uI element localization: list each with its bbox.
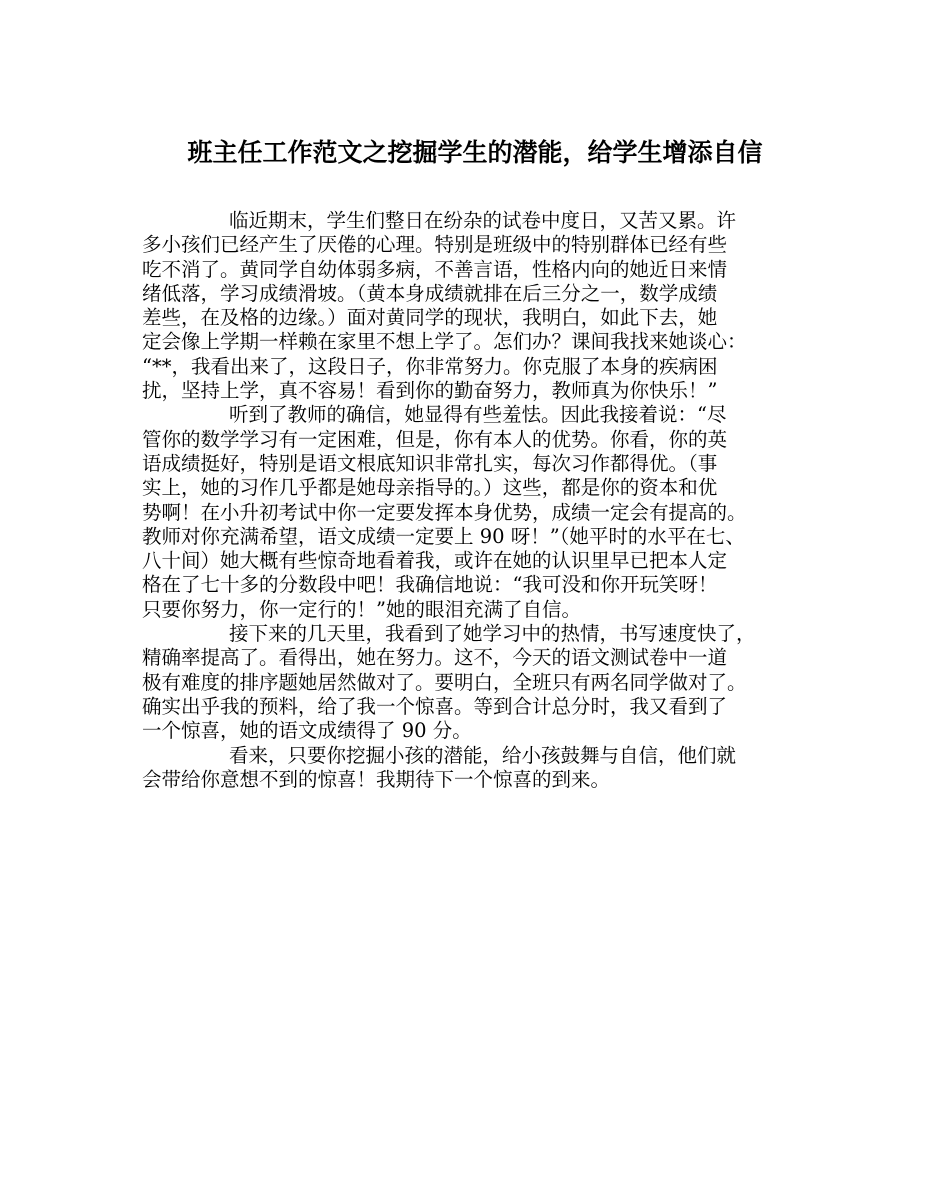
text-line bbox=[142, 598, 824, 622]
text-line-content: 确实出乎我的预料，给了我一个惊喜。等到合计总分时，我又看到了 bbox=[142, 694, 728, 718]
text-line bbox=[142, 719, 824, 743]
text-line bbox=[142, 330, 824, 354]
text-line-content: 实上，她的习作几乎都是她母亲指导的。）这些，都是你的资本和优 bbox=[142, 476, 718, 500]
text-line-content: 绪低落，学习成绩滑坡。（黄本身成绩就排在后三分之一，数学成绩 bbox=[142, 281, 718, 305]
text-line-content: 会带给你意想不到的惊喜！我期待下一个惊喜的到来。 bbox=[142, 767, 611, 791]
text-line-content: 势啊！在小升初考试中你一定要发挥本身优势，成绩一定会有提高的。 bbox=[142, 500, 747, 524]
text-line-content: 临近期末，学生们整日在纷杂的试卷中度日，又苦又累。许 bbox=[229, 209, 737, 232]
document-title: 班主任工作范文之挖掘学生的潜能，给学生增添自信 bbox=[187, 138, 763, 167]
document-body bbox=[142, 209, 824, 792]
text-line bbox=[142, 379, 824, 403]
text-line bbox=[142, 671, 824, 695]
text-line bbox=[142, 209, 824, 233]
text-line-content: 管你的数学学习有一定困难，但是，你有本人的优势。你看，你的英 bbox=[142, 427, 728, 451]
text-line-content: 八十间）她大概有些惊奇地看着我，或许在她的认识里早已把本人定 bbox=[142, 549, 728, 573]
text-line bbox=[142, 452, 824, 476]
text-line bbox=[142, 282, 824, 306]
text-line-content: 只要你努力，你一定行的！”她的眼泪充满了自信。 bbox=[142, 597, 581, 621]
text-line-content: 格在了七十多的分数段中吧！我确信地说：“我可没和你开玩笑呀！ bbox=[142, 573, 718, 597]
text-line bbox=[142, 573, 824, 597]
text-line-content: 教师对你充满希望，语文成绩一定要上 90 呀！”（她平时的水平在七、 bbox=[142, 524, 745, 548]
text-line bbox=[142, 476, 824, 500]
text-line-content: 极有难度的排序题她居然做对了。要明白，全班只有两名同学做对了。 bbox=[142, 670, 747, 694]
text-line bbox=[142, 355, 824, 379]
text-line-content: 扰，坚持上学，真不容易！看到你的勤奋努力，教师真为你快乐！” bbox=[142, 379, 718, 403]
text-line-content: 差些，在及格的边缘。）面对黄同学的现状，我明白，如此下去，她 bbox=[142, 306, 718, 330]
text-line bbox=[142, 501, 824, 525]
text-line bbox=[142, 646, 824, 670]
text-line bbox=[142, 403, 824, 427]
text-line bbox=[142, 744, 824, 768]
text-line bbox=[142, 549, 824, 573]
text-line bbox=[142, 622, 824, 646]
text-line bbox=[142, 258, 824, 282]
text-line-content: 接下来的几天里，我看到了她学习中的热情，书写速度快了， bbox=[229, 622, 756, 646]
text-line-content: 多小孩们已经产生了厌倦的心理。特别是班级中的特别群体已经有些 bbox=[142, 233, 728, 257]
text-line bbox=[142, 768, 824, 792]
text-line-content: 吃不消了。黄同学自幼体弱多病，不善言语，性格内向的她近日来情 bbox=[142, 257, 728, 281]
text-line bbox=[142, 233, 824, 257]
text-line bbox=[142, 428, 824, 452]
text-line-content: “**，我看出来了，这段日子，你非常努力。你克服了本身的疾病困 bbox=[142, 354, 718, 378]
text-line bbox=[142, 525, 824, 549]
text-line-content: 语成绩挺好，特别是语文根底知识非常扎实，每次习作都得优。（事 bbox=[142, 451, 718, 475]
text-line-content: 看来，只要你挖掘小孩的潜能，给小孩鼓舞与自信，他们就 bbox=[229, 743, 737, 767]
text-line-content: 精确率提高了。看得出，她在努力。这不，今天的语文测试卷中一道 bbox=[142, 646, 728, 670]
text-line-content: 听到了教师的确信，她显得有些羞怯。因此我接着说：“尽 bbox=[229, 403, 727, 427]
text-line bbox=[142, 695, 824, 719]
text-line-content: 定会像上学期一样赖在家里不想上学了。怎们办？课间我找来她谈心： bbox=[142, 330, 747, 354]
text-line bbox=[142, 306, 824, 330]
text-line-content: 一个惊喜，她的语文成绩得了 90 分。 bbox=[142, 719, 472, 743]
